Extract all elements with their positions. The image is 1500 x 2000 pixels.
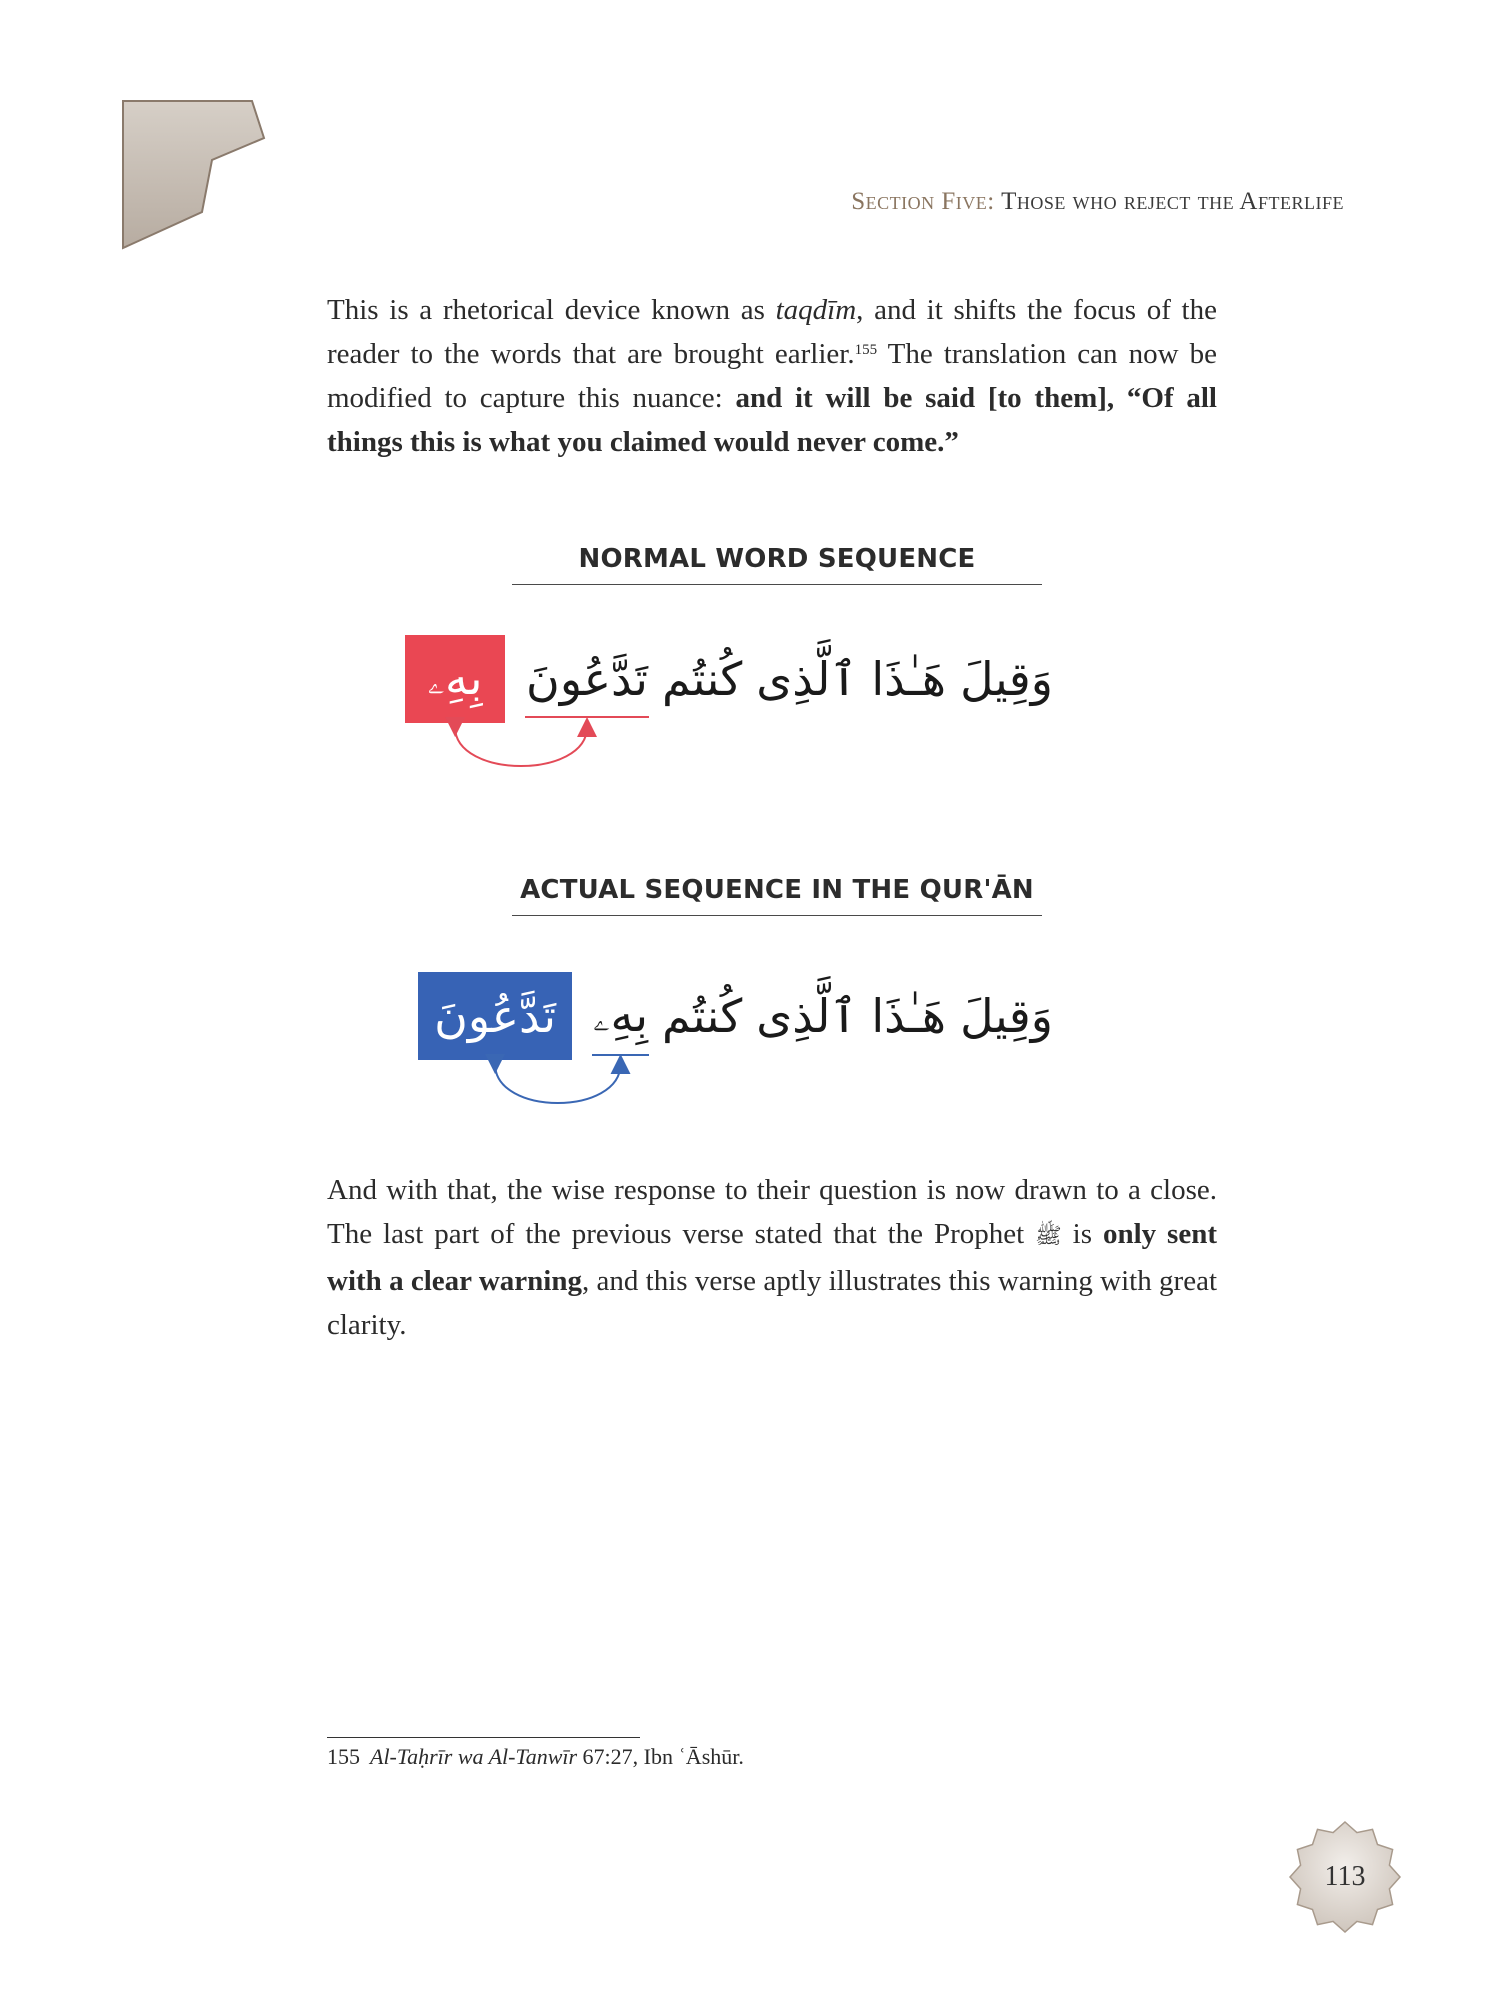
paragraph-2-bold: only sent with a clear warning — [327, 1218, 1218, 1297]
swap-arrow-red — [455, 727, 587, 766]
arabic-word-underlined: بِهِۦ — [586, 988, 655, 1044]
heading-actual-sequence: ACTUAL SEQUENCE IN THE QUR'ĀN — [512, 875, 1042, 916]
arabic-word: وَقِيلَ — [960, 989, 1053, 1043]
section-label: Section Five: — [851, 188, 995, 215]
footnote-number: 155 — [327, 1744, 360, 1769]
arabic-word: هَـٰذَا — [871, 989, 947, 1043]
paragraph-1-text-b: , and it shifts the focus of the reader to the words that are brought earlier. — [327, 294, 1217, 370]
arabic-word-underlined: تَدَّعُونَ — [519, 652, 655, 706]
paragraph-1 — [327, 288, 1217, 464]
paragraph-1-text-a: This is a rhetorical device known as — [327, 294, 776, 326]
arabic-word: كُنتُم — [662, 652, 743, 706]
arabic-word: ٱلَّذِى — [756, 989, 858, 1043]
heading-normal-sequence: NORMAL WORD SEQUENCE — [512, 544, 1042, 585]
corner-ornament-icon — [122, 100, 272, 250]
page-number: 113 — [1324, 1861, 1366, 1892]
paragraph-1-text-c: The translation can now be modified to capture this nuance: — [327, 338, 1217, 414]
highlighted-word-box: بِهِۦ — [405, 635, 505, 723]
footnote — [327, 1744, 744, 1770]
paragraph-2 — [327, 1168, 1217, 1347]
paragraph-2-text-b: is — [1061, 1218, 1103, 1250]
arabic-normal-sequence — [427, 633, 1060, 725]
highlighted-word-box: تَدَّعُونَ — [418, 972, 572, 1060]
footnote-reference-text: 67:27, Ibn ʿĀshūr. — [577, 1744, 744, 1769]
paragraph-2-text-a: And with that, the wise response to their question is now drawn to a close. The last part of the previous verse stated that the Prophet — [327, 1174, 1217, 1250]
section-title: Those who reject the Afterlife — [1001, 188, 1344, 215]
swap-arrow-blue — [495, 1064, 620, 1103]
arabic-word: كُنتُم — [662, 989, 743, 1043]
paragraph-2-text-c: , and this verse aptly illustrates this warning with great clarity. — [327, 1265, 1217, 1341]
footnote-divider — [327, 1737, 640, 1738]
arabic-word: ٱلَّذِى — [756, 652, 858, 706]
running-header — [851, 188, 1344, 216]
footnote-reference[interactable]: 155 — [854, 342, 878, 358]
term-taqdim: taqdīm — [775, 294, 857, 326]
arabic-actual-sequence — [434, 970, 1060, 1062]
footnote-title: Al-Taḥrīr wa Al-Tanwīr — [370, 1744, 578, 1769]
honorific-glyph: ﷺ — [1035, 1224, 1062, 1249]
arabic-word: هَـٰذَا — [871, 652, 947, 706]
arabic-word: وَقِيلَ — [960, 652, 1053, 706]
translation-bold: and it will be said [to them], “Of all things this is what you claimed would never come.” — [327, 382, 1217, 458]
